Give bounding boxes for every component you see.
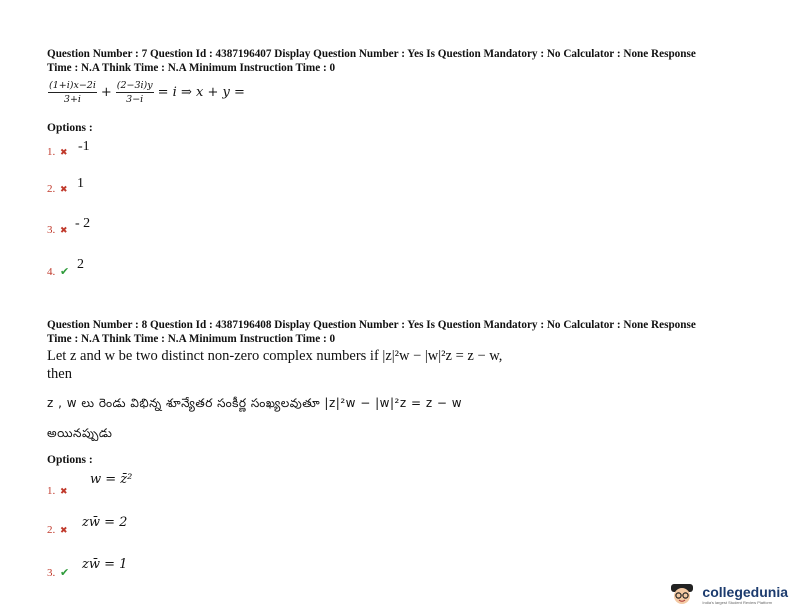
q8-option-1-text: w = z̄² bbox=[90, 472, 133, 487]
cross-icon: ✖ bbox=[60, 147, 68, 157]
q7-options-label: Options : bbox=[47, 122, 93, 134]
q8-option-2-text: zw̄ = 2 bbox=[82, 515, 128, 530]
q8-question-text-line2: then bbox=[47, 366, 72, 382]
q7-frac2-denominator: 3−i bbox=[126, 94, 144, 105]
q8-telugu-text-line1: z , w లు రెండు విభిన్న శూన్యేతర సంకీర్ణ సంఖ్యలవుతూ |z|²w − |w|²z = z − w bbox=[47, 396, 463, 410]
q7-option-3-text: - 2 bbox=[75, 216, 91, 231]
option-number: 3. bbox=[47, 224, 56, 236]
option-number: 1. bbox=[47, 146, 56, 158]
q7-option-3[interactable] bbox=[47, 224, 68, 236]
cross-icon: ✖ bbox=[60, 486, 68, 496]
q8-question-text-line1: Let z and w be two distinct non-zero complex numbers if |z|²w − |w|²z = z − w, bbox=[47, 348, 503, 364]
collegedunia-logo bbox=[668, 582, 788, 606]
q7-frac1-denominator: 3+i bbox=[63, 94, 81, 105]
option-number: 4. bbox=[47, 266, 56, 278]
q7-rhs: = i ⇒ x + y = bbox=[157, 85, 245, 100]
q8-options-label: Options : bbox=[47, 454, 93, 466]
q7-frac2-numerator: (2−3i)y bbox=[116, 80, 153, 91]
check-icon: ✔ bbox=[60, 567, 70, 579]
q7-fraction-1 bbox=[48, 80, 97, 105]
q7-option-4[interactable] bbox=[47, 265, 69, 278]
q8-option-2[interactable] bbox=[47, 524, 68, 536]
q8-telugu-text-line2: అయినప్పుడు bbox=[47, 426, 113, 440]
q7-equation bbox=[47, 80, 245, 105]
q8-meta-line2: Time : N.A Think Time : N.A Minimum Instruction Time : 0 bbox=[47, 333, 336, 345]
q7-option-1-text: -1 bbox=[78, 139, 90, 154]
q7-fraction-2 bbox=[116, 80, 154, 105]
q7-plus-sign: + bbox=[100, 85, 112, 100]
q7-option-1[interactable] bbox=[47, 146, 68, 158]
logo-text-block bbox=[702, 584, 788, 605]
q8-meta-line1: Question Number : 8 Question Id : 4387196408 Display Question Number : Yes Is Question Mandatory : No Calculator : None Response bbox=[47, 319, 696, 331]
cross-icon: ✖ bbox=[60, 184, 68, 194]
cross-icon: ✖ bbox=[60, 225, 68, 235]
option-number: 3. bbox=[47, 567, 56, 579]
q8-option-3[interactable] bbox=[47, 566, 69, 579]
option-number: 1. bbox=[47, 485, 56, 497]
option-number: 2. bbox=[47, 524, 56, 536]
q7-frac1-numerator: (1+i)x−2i bbox=[49, 80, 96, 91]
logo-tagline: India's largest Student Review Platform bbox=[702, 599, 773, 605]
q7-option-2-text: 1 bbox=[77, 176, 84, 191]
q7-meta-line2: Time : N.A Think Time : N.A Minimum Instruction Time : 0 bbox=[47, 62, 336, 74]
cross-icon: ✖ bbox=[60, 525, 68, 535]
logo-name: collegedunia bbox=[702, 583, 788, 600]
q7-meta-line1: Question Number : 7 Question Id : 4387196407 Display Question Number : Yes Is Question Mandatory : No Calculator : None Response bbox=[47, 48, 696, 60]
check-icon: ✔ bbox=[60, 266, 70, 278]
q7-option-2[interactable] bbox=[47, 183, 68, 195]
q7-option-4-text: 2 bbox=[77, 257, 84, 272]
q8-option-3-text: zw̄ = 1 bbox=[82, 557, 128, 572]
option-number: 2. bbox=[47, 183, 56, 195]
mascot-icon bbox=[668, 582, 698, 606]
q8-option-1[interactable] bbox=[47, 485, 68, 497]
